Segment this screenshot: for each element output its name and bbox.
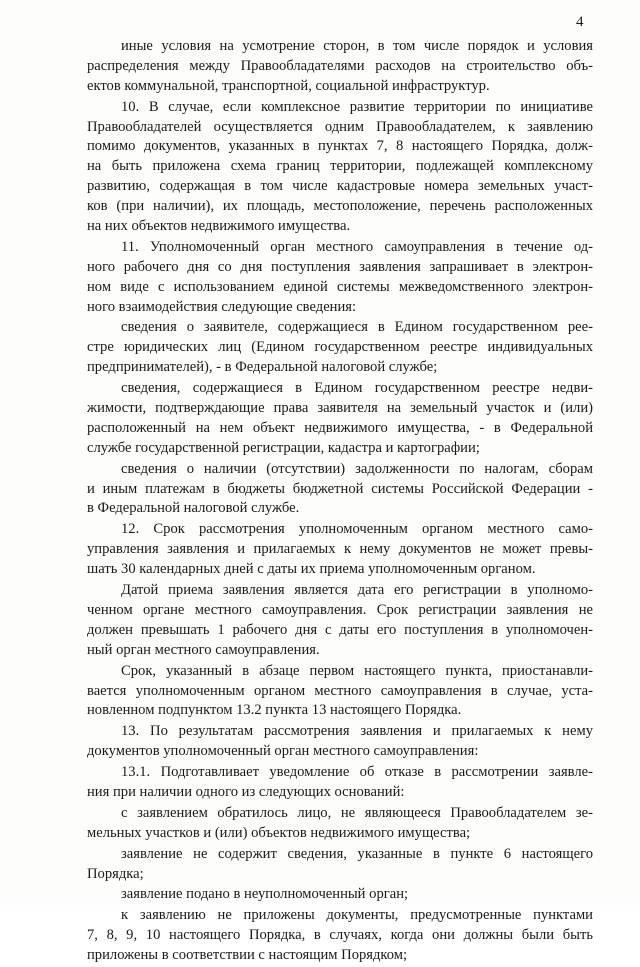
text-line: расположенный на нем объект недвижимого имущества, - в Федеральной [87, 419, 593, 436]
text-line: и иным платежам в бюджеты бюджетной системы Российской Федерации - [87, 480, 593, 497]
text-line: 12. Срок рассмотрения уполномоченным органом местного само- [121, 521, 593, 538]
text-line: Правообладателей осуществляется одним Правообладателем, к заявлению [87, 118, 593, 135]
text-line: ектов коммунальной, транспортной, социальной инфраструктур. [87, 77, 490, 94]
paragraph [87, 804, 593, 844]
text-line: документов уполномоченный орган местного самоуправления: [87, 743, 479, 760]
paragraph [87, 238, 593, 318]
paragraph [87, 763, 593, 803]
text-line: сведения о наличии (отсутствии) задолженности по налогам, сборам [121, 460, 593, 477]
text-line: сведения о заявителе, содержащиеся в Едином государственном рее- [121, 319, 593, 336]
text-line: Срок, указанный в абзаце первом настоящего пункта, приостанавли- [121, 662, 593, 679]
paragraph [87, 379, 593, 459]
text-line: должен превышать 1 рабочего дня с даты его поступления в уполномочен- [87, 621, 593, 638]
text-line: на них объектов недвижимого имущества. [87, 218, 351, 235]
text-line: Порядка; [87, 865, 144, 882]
text-line: Датой приема заявления является дата его регистрации в уполномо- [121, 582, 593, 599]
paragraph [87, 885, 593, 905]
text-line: помимо документов, указанных в пунктах 7, 8 настоящего Порядка, долж- [87, 138, 593, 155]
text-line: к заявлению не приложены документы, предусмотренные пунктами [121, 907, 593, 924]
text-line: ния при наличии одного из следующих оснований: [87, 783, 405, 800]
text-line: ков (при наличии), их площадь, местоположение, перечень расположенных [87, 198, 593, 215]
text-line: иные условия на усмотрение сторон, в том числе порядок и условия [121, 38, 593, 54]
text-line: 10. В случае, если комплексное развитие территории по инициативе [121, 98, 593, 115]
paragraph [87, 845, 593, 885]
text-line: новленном подпунктом 13.2 пункта 13 настоящего Порядка. [87, 702, 462, 719]
text-line: приложены в соответствии с настоящим Порядком; [87, 947, 408, 964]
text-line: развитию, содержащая в том числе кадастровые номера земельных участ- [87, 178, 593, 195]
text-line: 13. По результатам рассмотрения заявления и прилагаемых к нему [121, 723, 593, 740]
text-line: жимости, подтверждающие права заявителя на земельный участок и (или) [87, 400, 593, 417]
paragraph [87, 318, 593, 378]
text-line: ном виде с использованием единой системы межведомственного электрон- [87, 278, 593, 295]
paragraph [87, 460, 593, 520]
text-line: на быть приложена схема границ территории, подлежащей комплексному [87, 158, 593, 175]
paragraph [87, 722, 593, 762]
text-line: ного взаимодействия следующие сведения: [87, 298, 357, 315]
paragraph [87, 98, 593, 237]
text-line: заявление не содержит сведения, указанные в пункте 6 настоящего [121, 845, 593, 862]
paragraph [87, 37, 593, 97]
paragraph [87, 520, 593, 580]
paragraph [87, 906, 593, 966]
paragraph [87, 662, 593, 722]
text-line: шать 30 календарных дней с даты их приема уполномоченным органом. [87, 561, 536, 578]
text-line: ченном органе местного самоуправления. Срок регистрации заявления не [87, 601, 593, 618]
text-line: 7, 8, 9, 10 настоящего Порядка, в случаях, когда они должны были быть [87, 927, 593, 944]
text-line: 11. Уполномоченный орган местного самоуправления в течение од- [121, 238, 593, 255]
text-line: ного рабочего дня со дня поступления заявления запрашивает в электрон- [87, 258, 593, 275]
text-line: заявление подано в неуполномоченный орган; [121, 886, 409, 903]
text-line: в Федеральной налоговой службе. [87, 500, 300, 517]
text-line: с заявлением обратилось лицо, не являющееся Правообладателем зе- [121, 804, 593, 821]
document-body [87, 37, 593, 967]
text-line: службе государственной регистрации, кадастра и картографии; [87, 439, 480, 456]
text-line: мельных участков и (или) объектов недвижимого имущества; [87, 824, 471, 841]
text-line: 13.1. Подготавливает уведомление об отказе в рассмотрении заявле- [121, 764, 593, 781]
text-line: распределения между Правообладателями расходов на строительство объ- [87, 57, 593, 74]
paragraph [87, 581, 593, 661]
page-number: 4 [576, 14, 584, 30]
text-line: управления заявления и прилагаемых к нему документов не может превы- [87, 541, 593, 558]
text-line: стре юридических лиц (Едином государственном реестре индивидуальных [87, 339, 593, 356]
text-line: предпринимателей), - в Федеральной налоговой службе; [87, 359, 438, 376]
text-line: сведения, содержащиеся в Едином государственном реестре недви- [121, 380, 593, 397]
text-line: ный орган местного самоуправления. [87, 641, 320, 658]
text-line: вается уполномоченным органом местного самоуправления в случае, уста- [87, 682, 593, 699]
